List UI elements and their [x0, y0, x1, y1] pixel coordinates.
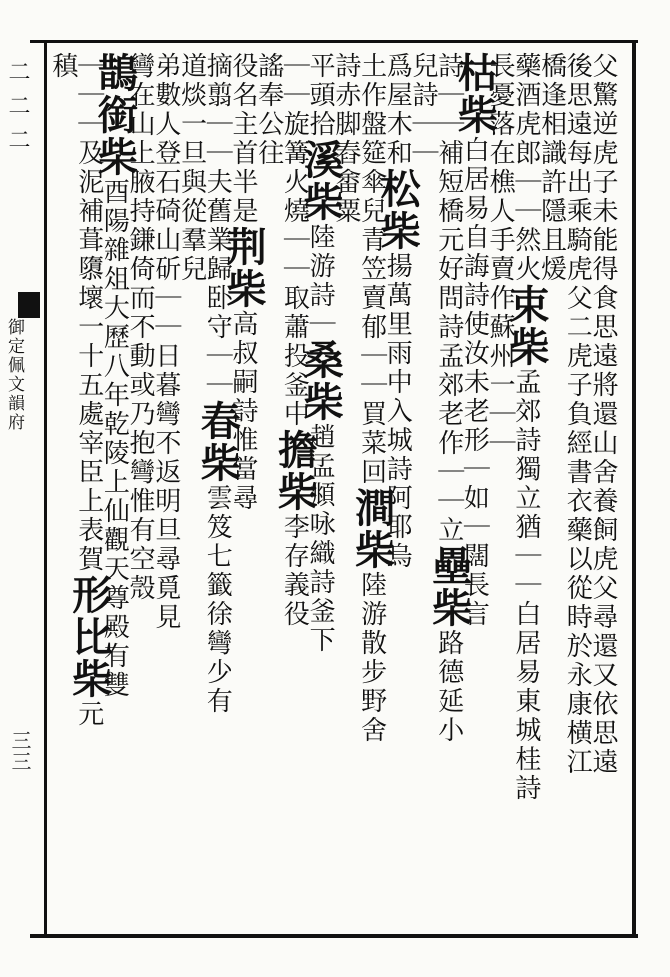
text-run: 道㷋一旦與從羣兒	[176, 52, 207, 284]
text-column	[151, 52, 181, 632]
bottom-border	[30, 934, 638, 938]
text-run: 兒詩｜｜	[408, 52, 438, 168]
headword: 形比柴	[65, 574, 113, 700]
text-run: 燒｜｜取蕭投釜中	[279, 197, 310, 429]
headword: 松柴	[374, 168, 422, 252]
text-column	[425, 52, 473, 745]
text-run: 父驚逆虎子未能得食思遠將還山舍養飼虎父尋還又依思遠	[588, 52, 618, 777]
text-column	[177, 52, 207, 284]
text-column	[588, 52, 618, 777]
text-column	[537, 52, 567, 284]
text-run: 詩｜｜補短橋元好問詩孟郊老作｜｜立	[433, 52, 464, 545]
text-column	[297, 52, 345, 655]
text-run: 摘翦｜｜夫	[202, 52, 233, 197]
text-column	[562, 52, 592, 777]
text-column	[48, 52, 78, 81]
text-run: 彎在山上腋持鎌倚而不動或乃抱彎惟有空殼	[125, 52, 156, 603]
text-run: 揚萬里雨中入城詩阿耶烏	[382, 252, 413, 571]
text-run: 長憂落在樵人手賣作蘇州一｜｜	[485, 52, 516, 458]
text-column	[408, 52, 438, 168]
text-run: 旋篝火	[279, 110, 310, 197]
headword: 溪柴	[297, 139, 345, 223]
headword: 鵲銜柴	[91, 52, 139, 178]
text-run: ｜｜	[279, 52, 310, 110]
text-run: 李存義役	[279, 513, 310, 629]
margin-title: 御定佩文韻府	[4, 318, 24, 432]
text-column	[271, 52, 319, 629]
text-run: 舊業歸卧守｜｜	[202, 197, 233, 400]
margin-mark: 二二二	[5, 60, 30, 162]
text-run: 後思遠每出乘騎虎父二虎子負經書衣藥以從時於永康横江	[562, 52, 593, 777]
text-column	[348, 52, 396, 745]
page-number: 三三	[8, 730, 32, 772]
headword: 澗柴	[348, 487, 396, 571]
text-run: 弟數人登石碕山斫｜｜日暮彎不返明旦尋覓見	[150, 52, 181, 632]
margin-block	[18, 292, 40, 318]
text-run: 役名主首半是	[228, 52, 258, 226]
text-run: 藥酒虎郎｜｜然火	[510, 52, 541, 284]
text-run: 陸游詩｜	[305, 223, 336, 339]
text-run: 傘兒青笠賣郁｜｜買菜回	[356, 168, 387, 487]
text-run: 爲屋木和	[382, 52, 413, 168]
text-column	[65, 52, 113, 729]
headword: 擔柴	[271, 429, 319, 513]
right-border	[632, 40, 636, 938]
headword: 荆柴	[220, 226, 267, 310]
headword: 枯柴	[451, 52, 499, 136]
text-column	[254, 52, 284, 168]
text-run: 白居易自誨詩使汝未老形｜如｜闊長言	[459, 136, 490, 629]
headword: 束柴	[502, 284, 550, 368]
headword: 桑柴	[297, 339, 345, 423]
text-run: 橋逢相識許隱且煖	[536, 52, 567, 284]
headword: 壘柴	[425, 545, 473, 629]
text-column	[502, 52, 550, 803]
text-run: 元	[73, 700, 104, 729]
text-column	[194, 52, 242, 716]
text-run: 詩赤脚舂畬粟	[330, 52, 361, 226]
text-run: 土作盤筵	[356, 52, 387, 168]
left-border	[44, 40, 47, 938]
text-run: ｜｜｜及泥補葺隳壞一十五處宰臣上表賀	[73, 52, 104, 574]
text-run: 孟郊詩獨立猶｜｜白居易東城桂詩	[510, 368, 541, 803]
top-border	[30, 40, 638, 43]
text-run: 陸游散步野舍	[356, 571, 387, 745]
text-run: 趙孟頫咏織詩釜下	[305, 423, 336, 655]
text-run: 平頭拾	[305, 52, 336, 139]
text-run: 稹	[48, 52, 78, 81]
text-run: 謠奉公往	[253, 52, 284, 168]
text-run: 酉陽雜俎大歷八年乾陵上仙觀天尊殿有雙	[99, 178, 130, 700]
headword: 春柴	[194, 400, 242, 484]
text-run: 雲笈七籤徐彎少有	[202, 484, 233, 716]
text-run: 高叔嗣詩惟當尋	[228, 310, 258, 513]
text-run: 路德延小	[433, 629, 464, 745]
